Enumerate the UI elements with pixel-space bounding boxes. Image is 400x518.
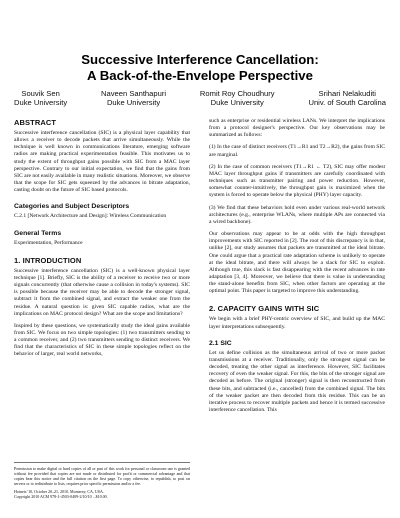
permission-footnote <box>14 462 190 499</box>
abstract-heading: ABSTRACT <box>14 118 57 127</box>
paper-title-line-2: A Back-of-the-Envelope Perspective <box>87 67 313 83</box>
author-affiliation: Duke University <box>210 98 264 108</box>
paper-title-line-1: Successive Interference Cancellation: <box>81 52 319 67</box>
venue-text: Hotnets '10, October 20–21, 2010, Monterey, CA, USA. <box>14 489 104 494</box>
body-paragraph: such as enterprise or residential wireless LANs. We interpret the implications from a protocol designer's perspective. Our key observations may be summarized as follows: <box>209 118 385 139</box>
section-2-1-paragraph: Let us define collision as the simultaneous arrival of two or more packet transmissions at a receiver. Traditionally, only the strongest signal can be decoded, treating the other signal as interference. However, SIC facilitates recovery of even the weaker signal. For this, the bits of the stronger signal are decoded as before. The original (stronger) signal is then reconstructed from these bits, and subtracted (i.e., cancelled) from the combined signal. The bits of the weaker packet are then decoded from this residue. This can be an iterative process to recover multiple packets and hence it is termed successive interference cancellation. This <box>209 349 385 413</box>
author-affiliation: Duke University <box>14 98 68 108</box>
section-2-paragraph: We begin with a brief PHY-centric overview of SIC, and build up the MAC layer interpretations subsequently. <box>209 316 385 330</box>
author-affiliation: Univ. of South Carolina <box>308 98 386 108</box>
categories-heading: Categories and Subject Descriptors <box>14 203 130 211</box>
abstract-text: Successive interference cancellation (SIC) is a physical layer capability that allows a receiver to decode packets that arrive simultaneously. While the technique is well known in communications literature, emerging software radios are making practical experimentation feasible. This motivates us to study the extent of throughput gains possible with SIC from a MAC layer perspective. Contrary to our initial expectation, we find that the gains from SIC are not easily available in many realistic situations. Moreover, we observe that the scope for SIC gets squeezed by the advances in bitrate adaptation, casting doubt on the future of SIC based protocols. <box>14 130 190 194</box>
categories-text: C.2.1 [Network Architecture and Design]: Wireless Communication <box>14 213 167 220</box>
introduction-heading: 1. INTRODUCTION <box>14 255 82 265</box>
author-name: Srihari Nelakuditi <box>318 89 376 98</box>
author <box>200 89 275 107</box>
general-terms-heading: General Terms <box>14 229 62 237</box>
author-name: Romit Roy Choudhury <box>199 89 275 98</box>
author-block <box>14 89 386 107</box>
section-2-heading: 2. CAPACITY GAINS WITH SIC <box>209 304 320 314</box>
body-paragraph: Our observations may appear to be at odds with the high throughput improvements with SIC reported in [2]. The root of this discrepancy is in that, unlike [2], our study assumes that packets are transmitted at the ideal bitrate. One could argue that a practical rate adaptation scheme is unlikely to operate at the ideal bitrate, and there will always be a slack for SIC to exploit. Although true, this slack is fast disappearing with the recent advances in rate adaptation [3, 4]. Moreover, we believe that there is value in understanding the stand-alone benefits from SIC, when other factors are operating at the optimal point. This paper is targeted to improve this understanding. <box>209 231 385 295</box>
section-2-1-heading: 2.1 SIC <box>209 339 232 347</box>
author <box>101 89 166 107</box>
copyright-text: Copyright 2010 ACM 978-1-4503-0409-2/10/10 ...$10.00. <box>14 494 108 499</box>
author-affiliation: Duke University <box>106 98 161 108</box>
author <box>14 89 67 107</box>
paper-title <box>0 52 400 83</box>
introduction-paragraph: Inspired by these questions, we systematically study the ideal gains available from SIC. We focus on two simple topologies: (1) two transmitters sending to a common receiver, and (2) two transmitters sending to distinct receivers. We find that the characteristics of SIC in these simple topologies reflect on the behavior of larger, real world networks, <box>14 322 190 358</box>
introduction-paragraph: Successive interference cancellation (SIC) is a well-known physical layer technique [1]. Briefly, SIC is the ability of a receiver to receive two or more signals concurrently (that otherwise cause a collision in today's systems). SIC is possible because the receiver may be able to decode the stronger signal, subtract it from the combined signal, and extract the weaker one from the residue. A natural question is: given SIC capable radios, what are the implications on MAC protocol design? What are the scope and limitations? <box>14 267 190 317</box>
observation-3: (3) We find that these behaviors hold even under various real-world network architectures (e.g., enterprise WLANs, where multiple APs are connected via a wired backbone). <box>209 204 385 225</box>
observation-2: (2) In the case of common receivers (T1→R1 ← T2), SIC may offer modest MAC layer throughput gains if transmitters are carefully coordinated with techniques such as transmitter pairing and power reduction. However, somewhat counter-intuitively, the throughput gain is maximized when the system is forced to operate below the physical (PHY) layer capacity. <box>209 163 385 199</box>
observation-1: (1) In the case of distinct receivers (T1→R1 and T2→R2), the gains from SIC are marginal. <box>209 144 385 158</box>
general-terms-text: Experimentation, Performance <box>14 239 83 246</box>
left-column <box>14 118 190 364</box>
permission-text: Permission to make digital or hard copies of all or part of this work for personal or classroom use is granted without fee provided that copies are not made or distributed for profit or commercial advantage and that copies bear this notice and the full citation on the first page. To copy otherwise, to republish, to post on servers or to redistribute to lists, requires prior specific permission and/or a fee. <box>14 466 190 486</box>
author <box>308 89 386 107</box>
right-column <box>209 118 385 419</box>
author-name: Naveen Santhapuri <box>101 89 167 98</box>
author-name: Souvik Sen <box>21 89 60 98</box>
